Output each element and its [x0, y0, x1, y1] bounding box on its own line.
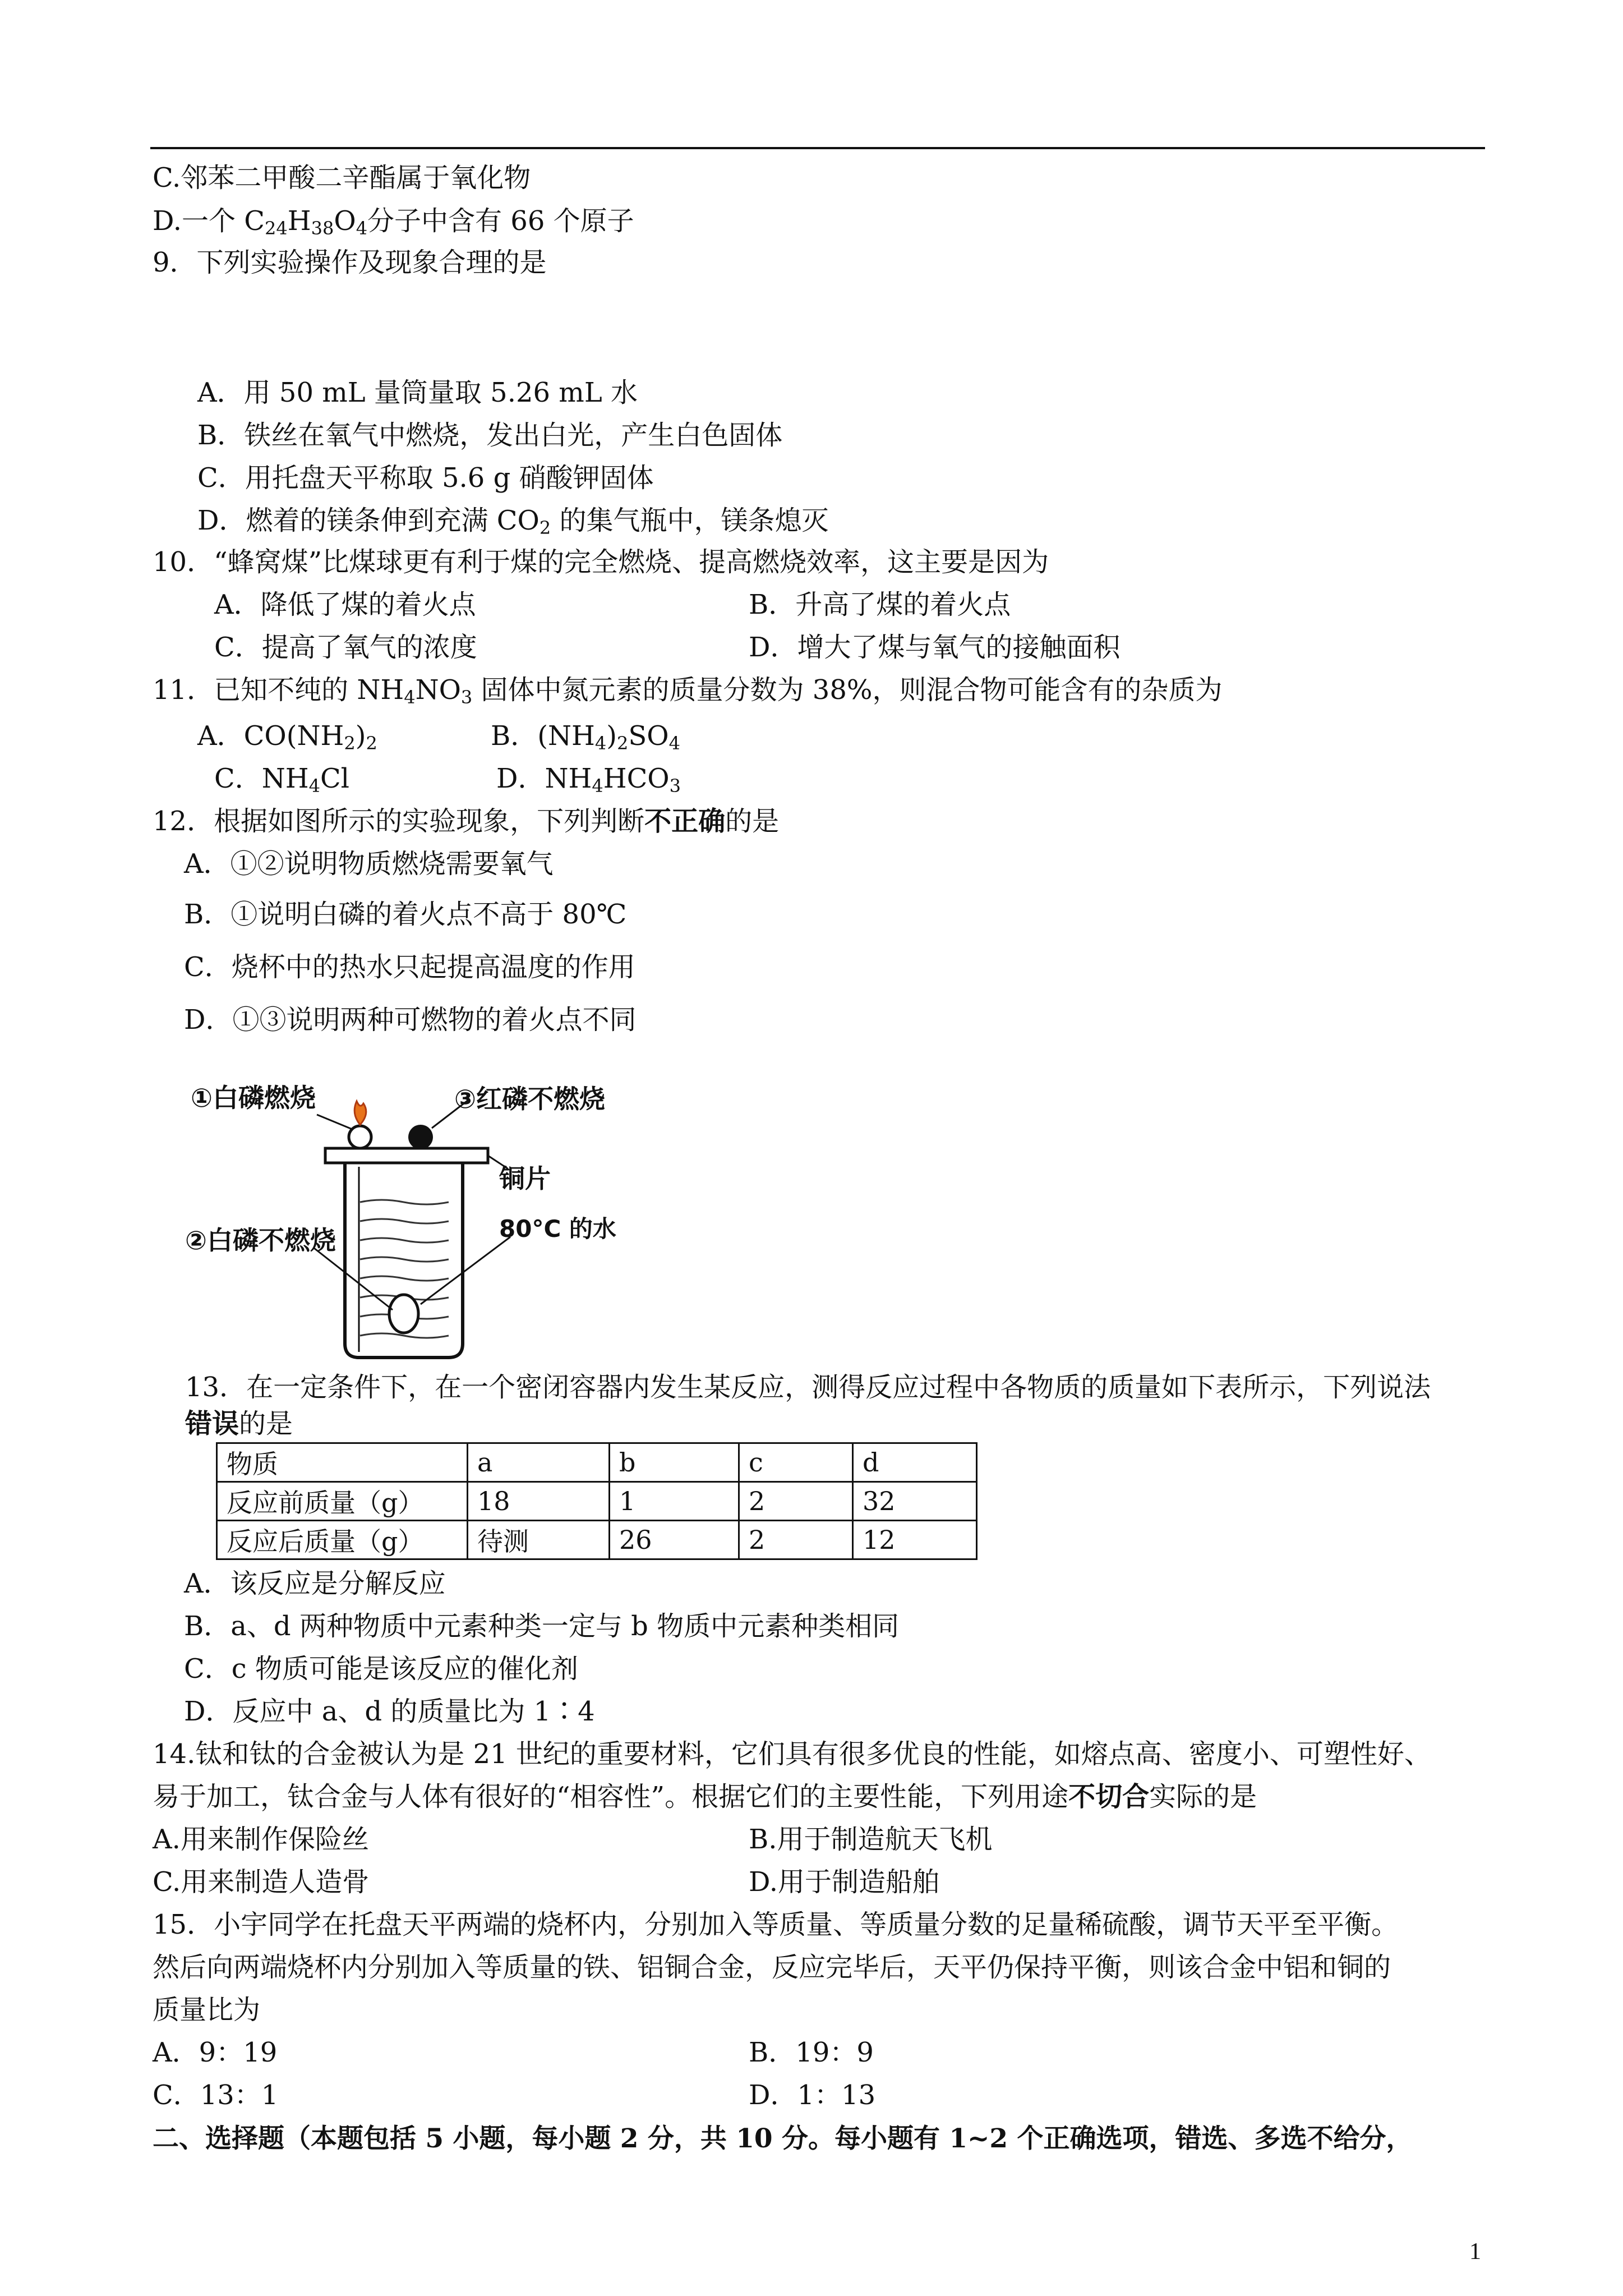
q8-option-d: D.一个 $C_{24}H_{38}O_4$分子中含有 66 个原子: [153, 205, 634, 239]
table-cell: 18: [468, 1482, 610, 1521]
q13-option-d: D．反应中 a、d 的质量比为 1∶4: [184, 1696, 595, 1727]
q11-option-b: B．$(NH_4)_2SO_4$: [491, 720, 680, 754]
q15-option-a: A．9：19: [153, 2037, 278, 2068]
label-white-phosphorus-underwater: ②白磷不燃烧: [185, 1225, 336, 1255]
q9-stem: 9．下列实验操作及现象合理的是: [153, 247, 547, 278]
table-cell: b: [610, 1443, 739, 1482]
q11-option-a: A．$CO(NH_2)_2$: [197, 720, 377, 754]
label-copper-plate: 铜片: [499, 1163, 551, 1194]
q15-stem-line2: 然后向两端烧杯内分别加入等质量的铁、铝铜合金，反应完毕后，天平仍保持平衡，则该合金中铝和铜的: [153, 1952, 1391, 1983]
table-cell: 反应前质量（g）: [217, 1482, 468, 1521]
q13-option-c: C．c 物质可能是该反应的催化剂: [184, 1653, 578, 1685]
table-row: [217, 1521, 977, 1559]
q11-option-c: C．$NH_4Cl$: [214, 763, 350, 797]
q9-option-a: A．用 50 mL 量筒量取 5.26 mL 水: [197, 377, 638, 408]
q15-option-d: D．1：13: [749, 2079, 876, 2111]
label-hot-water: 80°C 的水: [499, 1215, 616, 1243]
q12-option-a: A．①②说明物质燃烧需要氧气: [184, 848, 554, 880]
table-cell: c: [739, 1443, 853, 1482]
q15-stem-line1: 15．小宇同学在托盘天平两端的烧杯内，分别加入等质量、等质量分数的足量稀硫酸，调节天平至平衡。: [153, 1909, 1399, 1940]
mass-table: [216, 1442, 978, 1560]
q10-option-a: A．降低了煤的着火点: [214, 589, 476, 620]
table-cell: 2: [739, 1521, 853, 1559]
q12-stem: 12．根据如图所示的实验现象，下列判断不正确的是: [153, 806, 780, 837]
q9-option-c: C．用托盘天平称取 5.6 g 硝酸钾固体: [197, 462, 654, 494]
table-cell: 物质: [217, 1443, 468, 1482]
table-cell: 26: [610, 1521, 739, 1559]
q14-option-c: C.用来制造人造骨: [153, 1866, 370, 1898]
q10-option-c: C．提高了氧气的浓度: [214, 632, 477, 663]
q14-option-b: B.用于制造航天飞机: [749, 1824, 993, 1855]
table-cell: 反应后质量（g）: [217, 1521, 468, 1559]
q15-option-b: B．19：9: [749, 2037, 874, 2068]
q11-stem: 11．已知不纯的 $NH_4NO_3$ 固体中氮元素的质量分数为 38%，则混合物可能含有的杂质为: [153, 674, 1223, 708]
label-red-phosphorus: ③红磷不燃烧: [454, 1084, 605, 1114]
q14-option-a: A.用来制作保险丝: [153, 1824, 369, 1855]
header-rule: [150, 147, 1485, 149]
table-cell: 1: [610, 1482, 739, 1521]
q11-option-d: D．$NH_4HCO_3$: [496, 763, 681, 797]
q14-stem-line1: 14.钛和钛的合金被认为是 21 世纪的重要材料，它们具有很多优良的性能，如熔点高、密度小、可塑性好、: [153, 1738, 1431, 1770]
table-cell: 12: [853, 1521, 977, 1559]
q10-option-b: B．升高了煤的着火点: [749, 589, 1011, 620]
section-two-heading: 二、选择题（本题包括 5 小题，每小题 2 分，共 10 分。每小题有 1~2 个正确选项，错选、多选不给分，: [153, 2123, 1413, 2154]
q12-option-c: C．烧杯中的热水只起提高温度的作用: [184, 951, 635, 983]
table-cell: a: [468, 1443, 610, 1482]
combustion-experiment-figure: [185, 1074, 690, 1366]
table-cell: 待测: [468, 1521, 610, 1559]
table-cell: 32: [853, 1482, 977, 1521]
red-phosphorus: [408, 1125, 433, 1149]
q9-option-d: D．燃着的镁条伸到充满 $CO_2$ 的集气瓶中，镁条熄灭: [197, 505, 829, 539]
copper-plate: [325, 1148, 488, 1163]
table-header-row: [217, 1443, 977, 1482]
white-phosphorus-underwater: [389, 1295, 418, 1333]
q14-stem-line2: 易于加工，钛合金与人体有很好的“相容性”。根据它们的主要性能，下列用途不切合实际的是: [153, 1781, 1257, 1812]
q10-option-d: D．增大了煤与氧气的接触面积: [749, 632, 1121, 663]
q14-option-d: D.用于制造船舶: [749, 1866, 940, 1898]
q13-stem-end: 错误的是: [185, 1408, 293, 1439]
q12-option-b: B．①说明白磷的着火点不高于 80℃: [184, 899, 627, 930]
q13-option-b: B．a、d 两种物质中元素种类一定与 b 物质中元素种类相同: [184, 1611, 900, 1642]
q8-option-c: C.邻苯二甲酸二辛酯属于氧化物: [153, 162, 531, 194]
page-number: 1: [1469, 2239, 1481, 2265]
flame-icon: [354, 1101, 366, 1125]
q15-option-c: C．13：1: [153, 2079, 279, 2111]
q15-stem-line3: 质量比为: [153, 1994, 261, 2026]
q12-option-d: D．①③说明两种可燃物的着火点不同: [184, 1004, 637, 1036]
q10-stem: 10．“蜂窝煤”比煤球更有利于煤的完全燃烧、提高燃烧效率，这主要是因为: [153, 546, 1049, 578]
table-row: [217, 1482, 977, 1521]
q9-option-b: B．铁丝在氧气中燃烧，发出白光，产生白色固体: [197, 420, 783, 451]
label-white-phosphorus-burning: ①白磷燃烧: [191, 1083, 316, 1113]
q13-option-a: A．该反应是分解反应: [184, 1568, 446, 1599]
table-cell: d: [853, 1443, 977, 1482]
table-cell: 2: [739, 1482, 853, 1521]
q13-stem: 13．在一定条件下，在一个密闭容器内发生某反应，测得反应过程中各物质的质量如下表所示，下列说法: [185, 1372, 1431, 1403]
